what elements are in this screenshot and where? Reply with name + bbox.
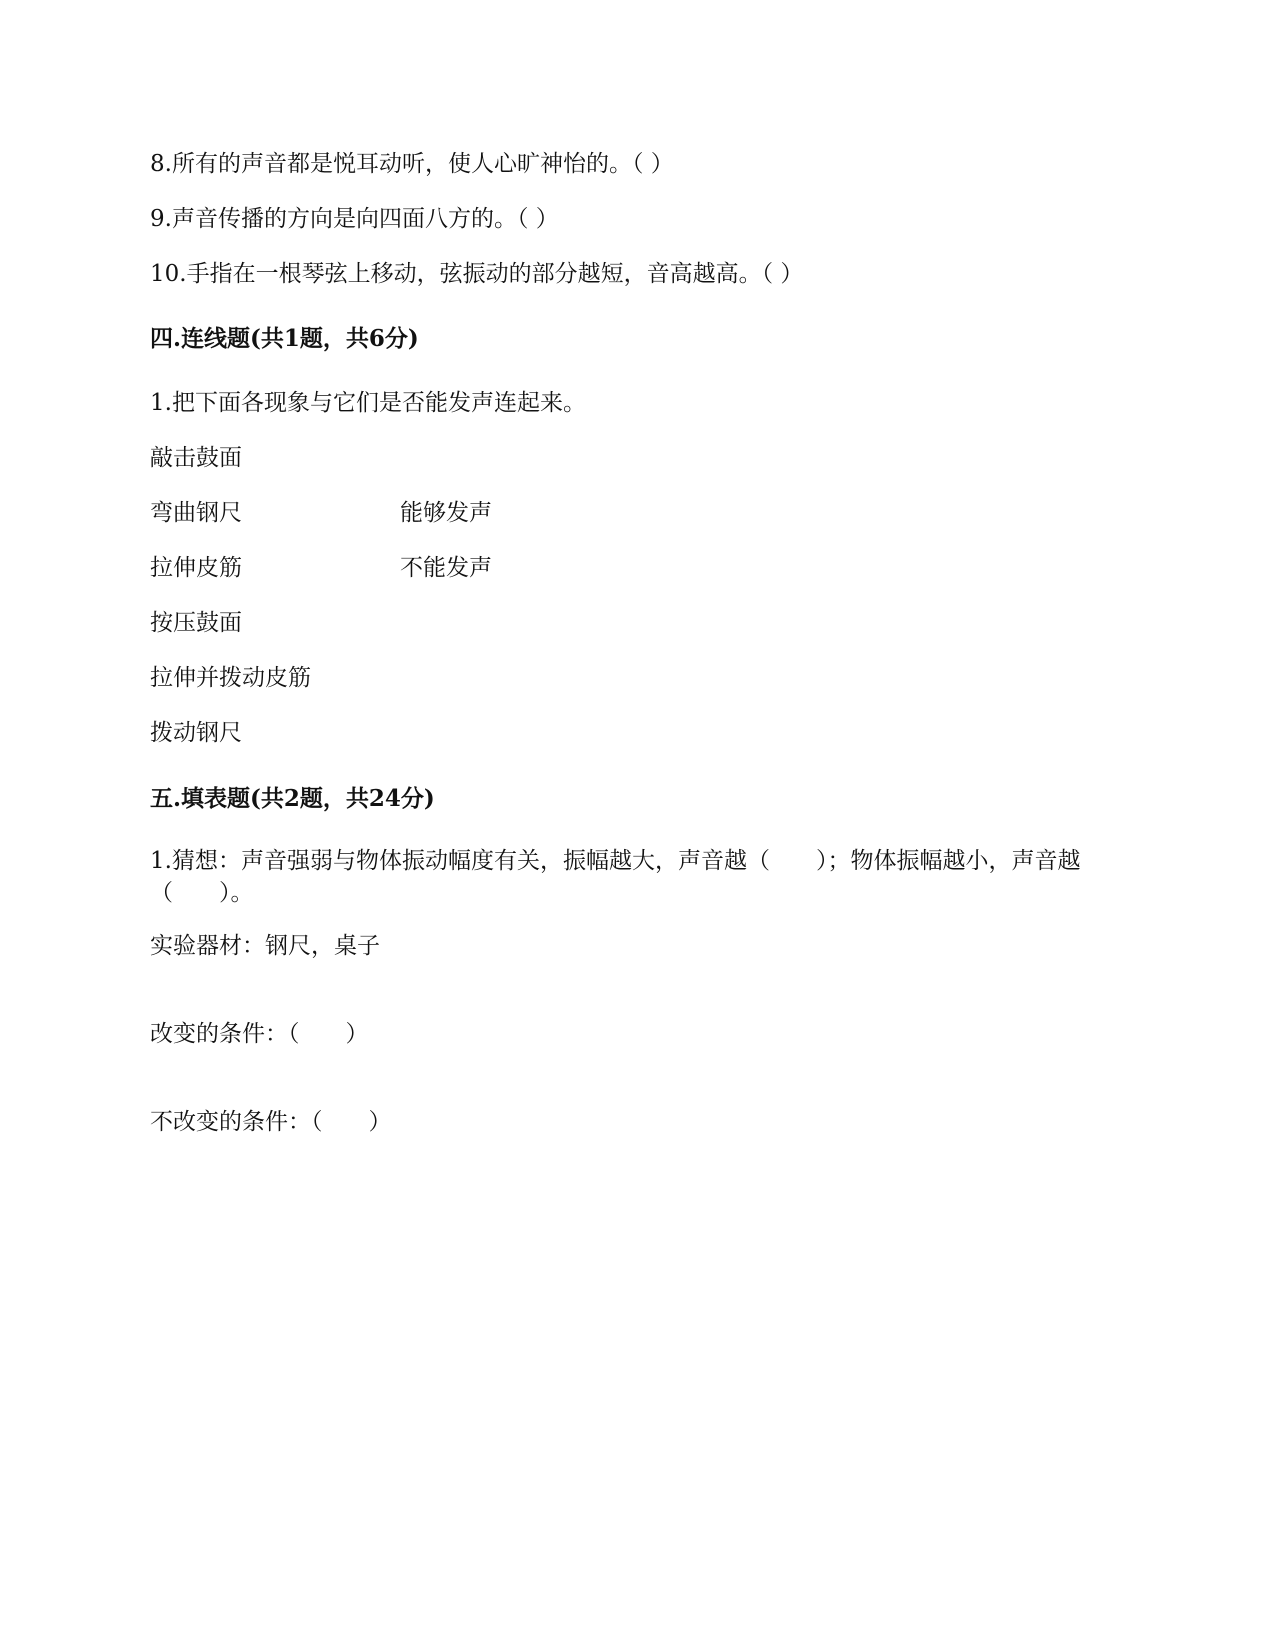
judgment-item-9: 9.声音传播的方向是向四面八方的。（ ） — [150, 206, 559, 232]
phenomenon-item: 拨动钢尺 — [150, 720, 242, 746]
phenomenon-item: 弯曲钢尺 — [150, 500, 242, 526]
option-item: 能够发声 — [400, 500, 492, 526]
judgment-item-10: 10.手指在一根琴弦上移动，弦振动的部分越短，音高越高。（ ） — [150, 261, 804, 287]
phenomenon-item: 按压鼓面 — [150, 610, 242, 636]
phenomenon-item: 敲击鼓面 — [150, 445, 242, 471]
phenomenon-item: 拉伸皮筋 — [150, 555, 242, 581]
hypothesis-question: 1.猜想：声音强弱与物体振动幅度有关，振幅越大，声音越（ ）；物体振幅越小，声音越（ ）。 — [150, 848, 1081, 906]
section-heading-table: 五.填表题(共2题，共24分) — [150, 785, 435, 812]
section-heading-matching: 四.连线题(共1题，共6分) — [150, 325, 419, 352]
phenomenon-item: 拉伸并拨动皮筋 — [150, 665, 311, 691]
unchanged-condition: 不改变的条件：（ ） — [150, 1109, 392, 1135]
changed-condition: 改变的条件：（ ） — [150, 1021, 369, 1047]
materials-text: 实验器材：钢尺，桌子 — [150, 933, 380, 959]
matching-question: 1.把下面各现象与它们是否能发声连起来。 — [150, 390, 586, 416]
judgment-item-8: 8.所有的声音都是悦耳动听，使人心旷神怡的。（ ） — [150, 151, 674, 177]
option-item: 不能发声 — [400, 555, 492, 581]
